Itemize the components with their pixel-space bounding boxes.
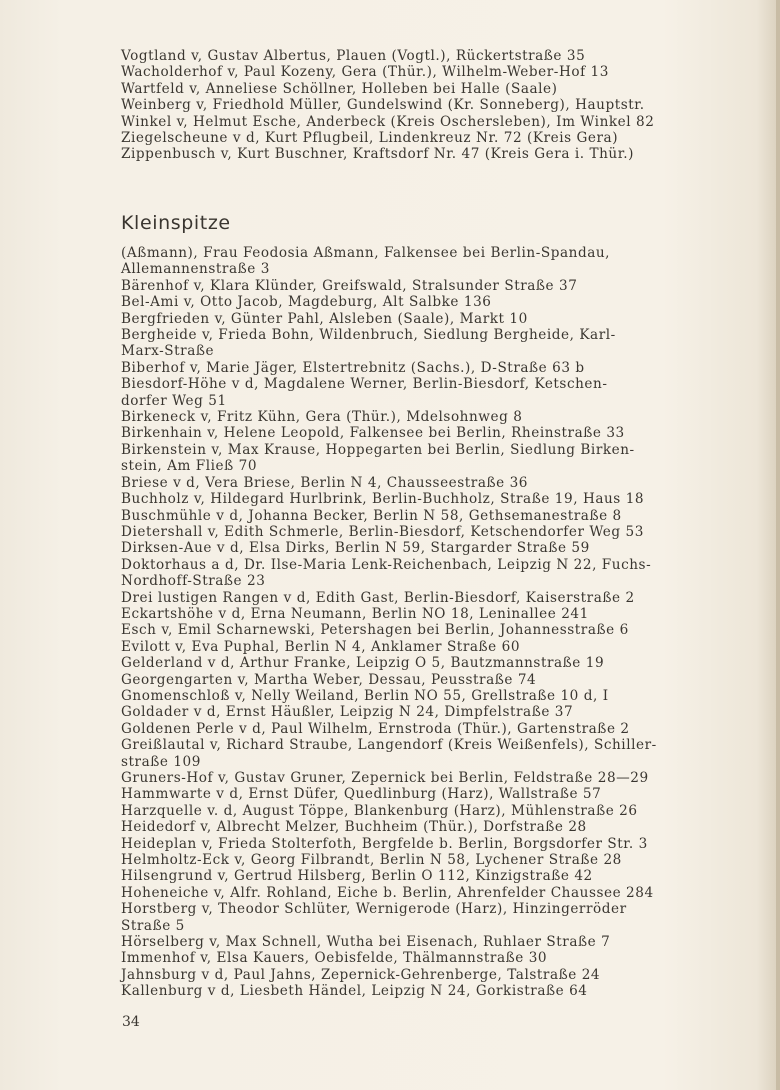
list-item: Ziegelscheune v d, Kurt Pflugbeil, Lindenkreuz Nr. 72 (Kreis Gera) [121, 130, 619, 147]
list-item: Buschmühle v d, Johanna Becker, Berlin N 58, Gethsemanestraße 8 [121, 507, 622, 524]
breeder-list-kleinspitze [0, 245, 780, 1000]
list-item: Biberhof v, Marie Jäger, Elstertrebnitz (Sachs.), D-Straße 63 b [121, 359, 585, 376]
list-item: Heidedorf v, Albrecht Melzer, Buchheim (Thür.), Dorfstraße 28 [121, 819, 587, 836]
list-item: Winkel v, Helmut Esche, Anderbeck (Kreis Oschersleben), Im Winkel 82 [121, 113, 655, 130]
list-item: Goldenen Perle v d, Paul Wilhelm, Ernstroda (Thür.), Gartenstraße 2 [121, 720, 630, 737]
list-item: Greißlautal v, Richard Straube, Langendorf (Kreis Weißenfels), Schiller- straße 109 [121, 737, 657, 770]
list-item: Birkenhain v, Helene Leopold, Falkensee bei Berlin, Rheinstraße 33 [121, 425, 625, 442]
list-item: Wacholderhof v, Paul Kozeny, Gera (Thür.), Wilhelm-Weber-Hof 13 [121, 64, 609, 81]
list-item: Birkenstein v, Max Krause, Hoppegarten bei Berlin, Siedlung Birken- stein, Am Fließ 70 [121, 441, 635, 475]
list-item: Gruners-Hof v, Gustav Gruner, Zepernick bei Berlin, Feldstraße 28—29 [121, 770, 649, 786]
list-item: Helmholtz-Eck v, Georg Filbrandt, Berlin N 58, Lychener Straße 28 [121, 852, 622, 869]
list-item: Heideplan v, Frieda Stolterfoth, Bergfelde b. Berlin, Borgsdorfer Str. 3 [121, 835, 648, 852]
list-item: Dietershall v, Edith Schmerle, Berlin-Biesdorf, Ketschendorfer Weg 53 [121, 523, 644, 540]
list-item: Hammwarte v d, Ernst Düfer, Quedlinburg (Harz), Wallstraße 57 [121, 786, 602, 803]
list-item: Drei lustigen Rangen v d, Edith Gast, Berlin-Biesdorf, Kaiserstraße 2 [121, 589, 635, 606]
breeder-list-top [0, 48, 780, 163]
list-item: Biesdorf-Höhe v d, Magdalene Werner, Berlin-Biesdorf, Ketschen- dorfer Weg 51 [121, 376, 608, 409]
list-item: Gnomenschloß v, Nelly Weiland, Berlin NO 55, Grellstraße 10 d, I [121, 687, 609, 704]
list-item: Briese v d, Vera Briese, Berlin N 4, Chausseestraße 36 [121, 474, 528, 491]
list-item: Goldader v d, Ernst Häußler, Leipzig N 24, Dimpfelstraße 37 [121, 704, 574, 721]
list-item: (Aßmann), Frau Feodosia Aßmann, Falkensee bei Berlin-Spandau, Allemannenstraße 3 [121, 245, 611, 278]
list-item: Hörselberg v, Max Schnell, Wutha bei Eisenach, Ruhlaer Straße 7 [121, 934, 611, 951]
list-item: Dirksen-Aue v d, Elsa Dirks, Berlin N 59, Stargarder Straße 59 [121, 540, 590, 557]
list-item: Doktorhaus a d, Dr. Ilse-Maria Lenk-Reichenbach, Leipzig N 22, Fuchs- Nordhoff-Straße 23 [121, 556, 652, 590]
list-item: Birkeneck v, Fritz Kühn, Gera (Thür.), Mdelsohnweg 8 [121, 409, 523, 426]
list-item: Bergheide v, Frieda Bohn, Wildenbruch, Siedlung Bergheide, Karl- Marx-Straße [121, 327, 616, 360]
list-item: Jahnsburg v d, Paul Jahns, Zepernick-Gehrenberge, Talstraße 24 [121, 966, 601, 983]
list-item: Bergfrieden v, Günter Pahl, Alsleben (Saale), Markt 10 [121, 310, 528, 327]
list-item: Bel-Ami v, Otto Jacob, Magdeburg, Alt Salbke 136 [121, 294, 492, 311]
list-item: Wartfeld v, Anneliese Schöllner, Holleben bei Halle (Saale) [121, 80, 558, 97]
list-item: Weinberg v, Friedhold Müller, Gundelswind (Kr. Sonneberg), Hauptstr. [121, 97, 645, 114]
list-item: Esch v, Emil Scharnewski, Petershagen bei Berlin, Johannesstraße 6 [121, 622, 629, 639]
list-item: Harzquelle v. d, August Töppe, Blankenburg (Harz), Mühlenstraße 26 [121, 802, 638, 819]
page-number: 34 [122, 1014, 140, 1030]
section-heading: Kleinspitze [121, 212, 231, 234]
list-item: Georgengarten v, Martha Weber, Dessau, Peusstraße 74 [121, 671, 537, 688]
list-item: Horstberg v, Theodor Schlüter, Wernigerode (Harz), Hinzingerröder Straße 5 [121, 901, 627, 934]
list-item: Hoheneiche v, Alfr. Rohland, Eiche b. Berlin, Ahrenfelder Chaussee 284 [121, 884, 654, 901]
list-item: Buchholz v, Hildegard Hurlbrink, Berlin-Buchholz, Straße 19, Haus 18 [121, 491, 645, 508]
list-item: Immenhof v, Elsa Kauers, Oebisfelde, Thälmannstraße 30 [121, 950, 548, 967]
list-item: Evilott v, Eva Puphal, Berlin N 4, Anklamer Straße 60 [121, 638, 521, 655]
list-item: Eckartshöhe v d, Erna Neumann, Berlin NO 18, Leninallee 241 [121, 605, 589, 622]
list-item: Bärenhof v, Klara Klünder, Greifswald, Stralsunder Straße 37 [121, 277, 578, 294]
list-item: Kallenburg v d, Liesbeth Händel, Leipzig N 24, Gorkistraße 64 [121, 983, 588, 1000]
list-item: Gelderland v d, Arthur Franke, Leipzig O 5, Bautzmannstraße 19 [121, 655, 605, 672]
list-item: Zippenbusch v, Kurt Buschner, Kraftsdorf Nr. 47 (Kreis Gera i. Thür.) [121, 146, 634, 163]
list-item: Vogtland v, Gustav Albertus, Plauen (Vogtl.), Rückertstraße 35 [121, 48, 586, 64]
list-item: Hilsengrund v, Gertrud Hilsberg, Berlin O 112, Kinzigstraße 42 [121, 868, 593, 885]
